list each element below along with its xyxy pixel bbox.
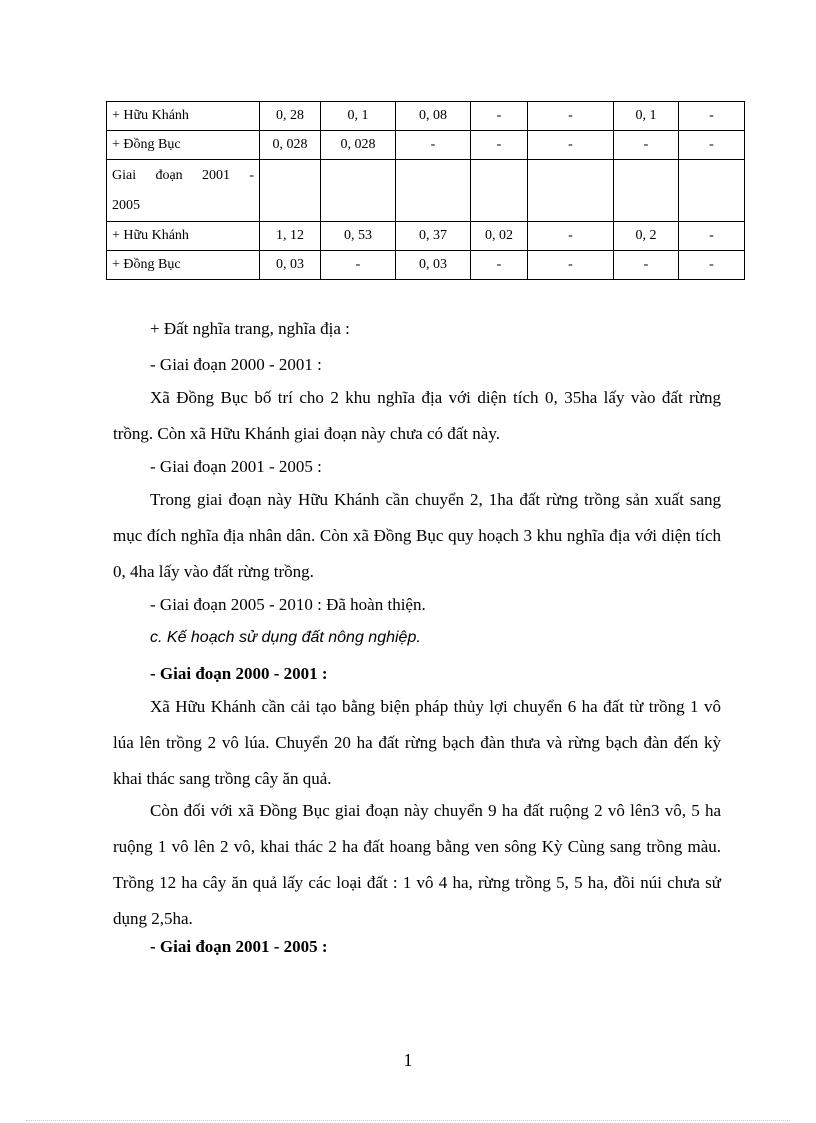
agri-2001-2005-heading: - Giai đoạn 2001 - 2005 : [150, 937, 328, 956]
table-cell: 0, 1 [321, 102, 396, 131]
paragraph: Xã Đồng Bục bố trí cho 2 khu nghĩa địa với diện tích 0, 35ha lấy vào đất rừng trồng. Còn xã Hữu Khánh giai đoạn này chưa có đất này. [113, 388, 721, 443]
table-row [107, 251, 745, 280]
table-cell: - [471, 102, 528, 131]
section-heading: c. Kế hoạch sử dụng đất nông nghiệp. [150, 629, 421, 646]
table-row [107, 131, 745, 160]
paragraph: Trong giai đoạn này Hữu Khánh cần chuyển 2, 1ha đất rừng trồng sản xuất sang mục đích nghĩa địa nhân dân. Còn xã Đồng Bục quy hoạch 3 khu nghĩa địa với diện tích 0, 4ha lấy vào đất rừng trồng. [113, 490, 721, 581]
table-cell: - [528, 102, 614, 131]
paragraph: Còn đối với xã Đồng Bục giai đoạn này chuyển 9 ha đất ruộng 2 vô lên3 vô, 5 ha ruộng 1 vô lên 2 vô, khai thác 2 ha đất hoang bằng ven sông Kỳ Cùng sang trồng màu. Trồng 12 ha cây ăn quả lấy các loại đất : 1 vô 4 ha, rừng trồng 5, 5 ha, đồi núi chưa sử dụng 2,5ha. [113, 801, 721, 928]
table-cell: - [528, 251, 614, 280]
table-cell [321, 160, 396, 222]
table-cell: 0, 02 [471, 222, 528, 251]
table-cell: - [614, 251, 679, 280]
cemetery-heading: + Đất nghĩa trang, nghĩa địa : [150, 319, 350, 338]
table-cell: 0, 03 [260, 251, 321, 280]
agri-2000-2001-heading: - Giai đoạn 2000 - 2001 : [150, 664, 328, 683]
table-cell: - [679, 131, 745, 160]
table-cell [614, 160, 679, 222]
row-label: + Đồng Bục [107, 251, 260, 280]
table-cell: 0, 028 [260, 131, 321, 160]
table-cell [396, 160, 471, 222]
table-cell: - [679, 102, 745, 131]
row-label: + Hữu Khánh [107, 102, 260, 131]
table-cell: - [471, 131, 528, 160]
table-row [107, 222, 745, 251]
table-cell: 0, 2 [614, 222, 679, 251]
table-cell: - [396, 131, 471, 160]
table-cell: - [614, 131, 679, 160]
table-cell: 1, 12 [260, 222, 321, 251]
table-cell: 0, 28 [260, 102, 321, 131]
table-cell: 0, 08 [396, 102, 471, 131]
table-cell [679, 160, 745, 222]
table-cell: - [321, 251, 396, 280]
table-cell: 0, 53 [321, 222, 396, 251]
land-use-table [106, 101, 745, 280]
table-cell [260, 160, 321, 222]
table-cell: - [528, 131, 614, 160]
period-2000-2001-heading: - Giai đoạn 2000 - 2001 : [150, 355, 322, 374]
section-label [107, 160, 260, 222]
table-cell: - [679, 222, 745, 251]
table-row [107, 160, 745, 222]
table-cell: 0, 028 [321, 131, 396, 160]
page-number: 1 [403, 1050, 413, 1070]
table-cell [471, 160, 528, 222]
paragraph: Xã Hữu Khánh cần cải tạo bằng biện pháp thủy lợi chuyển 6 ha đất từ trồng 1 vô lúa lên trồng 2 vô lúa. Chuyển 20 ha đất rừng bạch đàn thưa và rừng bạch đàn đến kỳ khai thác sang trồng cây ăn quả. [113, 697, 721, 788]
table-cell: - [679, 251, 745, 280]
period-2005-2010-line: - Giai đoạn 2005 - 2010 : Đã hoàn thiện. [150, 595, 426, 614]
table-cell: 0, 37 [396, 222, 471, 251]
row-label: + Hữu Khánh [107, 222, 260, 251]
table-cell: - [528, 222, 614, 251]
row-label: + Đồng Bục [107, 131, 260, 160]
table-row [107, 102, 745, 131]
table-cell: - [471, 251, 528, 280]
page-bottom-divider [26, 1120, 790, 1121]
table-cell: 0, 03 [396, 251, 471, 280]
table-cell [528, 160, 614, 222]
table-cell: 0, 1 [614, 102, 679, 131]
section-label-line: Giai đoạn 2001 - [112, 168, 254, 183]
section-label-line: 2005 [112, 198, 140, 213]
period-2001-2005-heading: - Giai đoạn 2001 - 2005 : [150, 457, 322, 476]
